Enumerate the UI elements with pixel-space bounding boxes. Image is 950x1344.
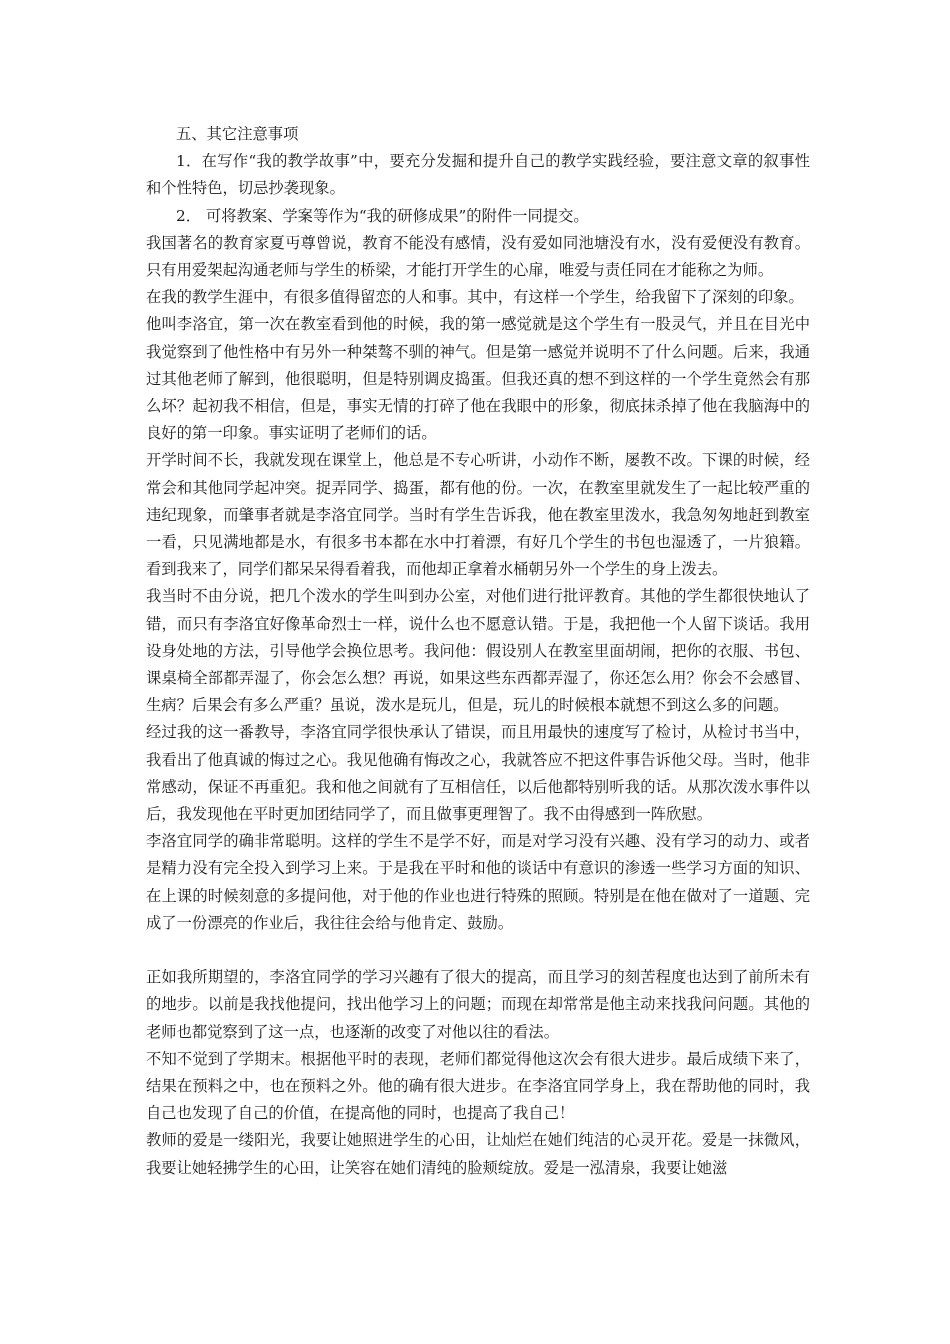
- story-paragraph-8: 正如我所期望的，李洛宜同学的学习兴趣有了很大的提高，而且学习的刻苦程度也达到了前所未有的地步。以前是我找他提问，找出他学习上的问题；而现在却常常是他主动来找我问问题。其他的老师也都觉察到了这一点，也逐渐的改变了对他以往的看法。: [146, 968, 810, 1041]
- story-paragraph-5: 我当时不由分说，把几个泼水的学生叫到办公室，对他们进行批评教育。其他的学生都很快地认了错，而只有李洛宜好像革命烈士一样，说什么也不愿意认错。于是，我把他一个人留下谈话。我用设身处地的方法，引导他学会换位思考。我问他：假设别人在教室里面胡闹，把你的衣服、书包、课桌椅全部都弄湿了，你会怎么想？再说，如果这些东西都弄湿了，你还怎么用？你会不会感冒、生病？后果会有多么严重？虽说，泼水是玩儿，但是，玩儿的时候根本就想不到这么多的问题。: [146, 587, 810, 715]
- story-paragraph-1: 我国著名的教育家夏丏尊曾说，教育不能没有感情，没有爱如同池塘没有水，没有爱便没有教育。只有用爱架起沟通老师与学生的桥梁，才能打开学生的心扉，唯爱与责任同在才能称之为师。: [146, 233, 810, 280]
- story-paragraph-6: 经过我的这一番教导，李洛宜同学很快承认了错误，而且用最快的速度写了检讨，从检讨书当中，我看出了他真诚的悔过之心。我见他确有悔改之心，我就答应不把这件事告诉他父母。当时，他非常感动，保证不再重犯。我和他之间就有了互相信任，以后他都特别听我的话。从那次泼水事件以后，我发现他在平时更加团结同学了，而且做事更理智了。我不由得感到一阵欣慰。: [146, 723, 810, 824]
- note-item-1: 1．在写作“我的教学故事”中，要充分发掘和提升自己的教学实践经验，要注意文章的叙事性和个性特色，切忌抄袭现象。: [146, 152, 810, 198]
- blank-line: [146, 937, 810, 964]
- section-heading: 五、其它注意事项: [176, 125, 299, 143]
- story-paragraph-10: 教师的爱是一缕阳光，我要让她照进学生的心田，让灿烂在她们纯洁的心灵开花。爱是一抹微风，我要让她轻拂学生的心田，让笑容在她们清纯的脸颊绽放。爱是一泓清泉，我要让她滋: [146, 1131, 810, 1177]
- note-item-2: 2． 可将教案、学案等作为“我的研修成果”的附件一同提交。: [176, 206, 589, 225]
- story-paragraph-3: 他叫李洛宜，第一次在教室看到他的时候，我的第一感觉就是这个学生有一股灵气，并且在目光中我觉察到了他性格中有另外一种桀骜不驯的神气。但是第一感觉并说明不了什么问题。后来，我通过其他老师了解到，他很聪明，但是特别调皮捣蛋。但我还真的想不到这样的一个学生竟然会有那么坏？起初我不相信，但是，事实无情的打碎了他在我眼中的形象，彻底抹杀掉了他在我脑海中的良好的第一印象。事实证明了老师们的话。: [146, 315, 810, 443]
- story-paragraph-9: 不知不觉到了学期末。根据他平时的表现，老师们都觉得他这次会有很大进步。最后成绩下来了，结果在预料之中，也在预料之外。他的确有很大进步。在李洛宜同学身上，我在帮助他的同时，我自己也发现了自己的价值，在提高他的同时，也提高了我自己！: [146, 1049, 810, 1123]
- document-page: [146, 121, 810, 1182]
- story-paragraph-7: 李洛宜同学的确非常聪明。这样的学生不是学不好，而是对学习没有兴趣、没有学习的动力、或者是精力没有完全投入到学习上来。于是我在平时和他的谈话中有意识的渗透一些学习方面的知识、在上课的时候刻意的多提问他，对于他的作业也进行特殊的照顾。特别是在他在做对了一道题、完成了一份漂亮的作业后，我往往会给与他肯定、鼓励。: [146, 832, 810, 932]
- story-paragraph-2: 在我的教学生涯中，有很多值得留恋的人和事。其中，有这样一个学生，给我留下了深刻的印象。: [146, 288, 804, 307]
- story-paragraph-4: 开学时间不长，我就发现在课堂上，他总是不专心听讲，小动作不断，屡教不改。下课的时候，经常会和其他同学起冲突。捉弄同学、捣蛋，都有他的份。一次，在教室里就发生了一起比较严重的违纪现象，而肇事者就是李洛宜同学。当时有学生告诉我，他在教室里泼水，我急匆匆地赶到教室一看，只见满地都是水，有很多书本都在水中打着漂，有好几个学生的书包也湿透了，一片狼籍。看到我来了，同学们都呆呆得看着我，而他却正拿着水桶朝另外一个学生的身上泼去。: [146, 451, 810, 579]
